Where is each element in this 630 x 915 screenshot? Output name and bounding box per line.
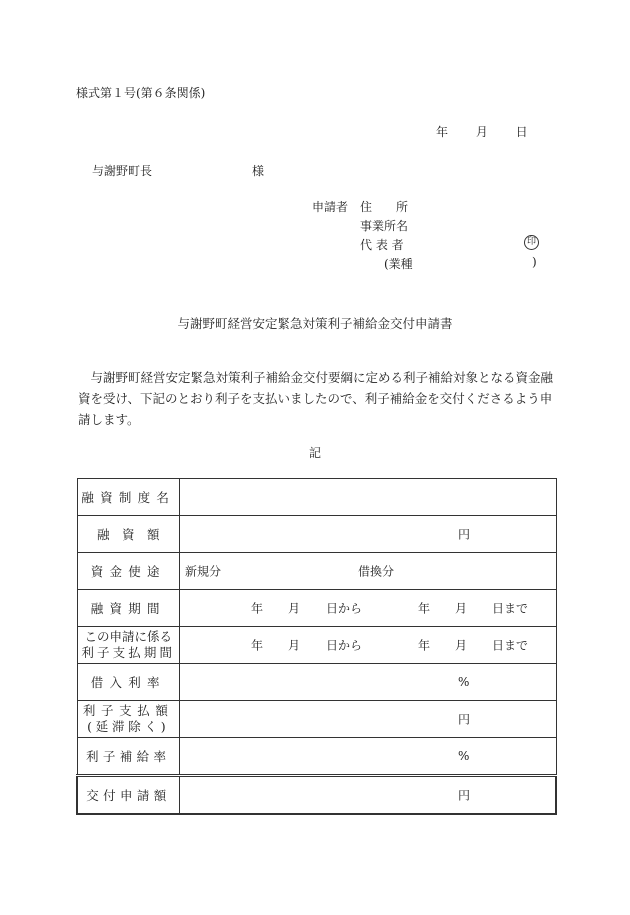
applicant-block: [312, 198, 552, 274]
industry-close: ): [532, 255, 537, 269]
seal-mark: 印: [524, 235, 539, 250]
application-table: [76, 478, 557, 815]
applicant-role: 申請者: [312, 200, 349, 214]
from-year: 年: [251, 638, 264, 653]
to-year: 年: [418, 638, 431, 653]
row-label: [77, 701, 180, 738]
subsidy-rate-field[interactable]: [180, 738, 557, 776]
loan-period-field[interactable]: [180, 590, 557, 627]
industry-label: (業種: [384, 257, 413, 271]
row-label: 交付申請額: [77, 776, 180, 815]
interest-paid-field[interactable]: [180, 701, 557, 738]
table-row: [77, 776, 556, 815]
row-label: 融資制度名: [77, 479, 180, 516]
borrowing-rate-field[interactable]: [180, 664, 557, 701]
to-month: 月: [455, 638, 468, 653]
table-row: [77, 479, 556, 516]
row-label: 融 資 額: [77, 516, 180, 553]
table-row: [77, 516, 556, 553]
document-title: 与謝野町経営安定緊急対策利子補給金交付申請書: [177, 316, 453, 331]
row-label: 利子補給率: [77, 738, 180, 776]
unit-percent: %: [458, 675, 470, 689]
from-day: 日から: [326, 638, 363, 653]
new-portion-label: 新規分: [185, 564, 222, 579]
body-paragraph: 与謝野町経営安定緊急対策利子補給金交付要綱に定める利子補給対象となる資金融資を受け、下記のとおり利子を支払いましたので、利子補給金を交付くださるよう申請します。: [78, 370, 554, 427]
addressee-honorific: 様: [252, 164, 265, 178]
from-day: 日から: [326, 601, 363, 616]
unit-yen: 円: [458, 527, 471, 542]
row-label-line2: (延滞除く): [87, 719, 170, 734]
grant-request-amount-field[interactable]: [180, 776, 557, 815]
to-day: 日まで: [492, 601, 529, 616]
date-day: 日: [515, 125, 528, 139]
form-number: 様式第１号(第６条関係): [76, 86, 206, 100]
refinance-portion-label: 借換分: [358, 564, 395, 579]
table-row: [77, 590, 556, 627]
row-label-line2: 利子支払期間: [81, 645, 176, 660]
row-label: 融資期間: [77, 590, 180, 627]
date-month: 月: [475, 125, 488, 139]
table-row: [77, 627, 556, 664]
loan-amount-field[interactable]: [180, 516, 557, 553]
to-month: 月: [455, 601, 468, 616]
table-row: [77, 553, 556, 590]
body-text: [78, 367, 556, 430]
unit-percent: %: [458, 749, 470, 763]
addressee-name: 与謝野町長: [92, 164, 153, 178]
to-year: 年: [418, 601, 431, 616]
ki-heading: 記: [308, 446, 321, 460]
table-row: [77, 664, 556, 701]
from-month: 月: [288, 601, 301, 616]
fund-use-field[interactable]: [180, 553, 557, 590]
addressee: [92, 162, 265, 179]
row-label: [77, 627, 180, 664]
row-label: 資金使途: [77, 553, 180, 590]
date-year: 年: [436, 125, 449, 139]
table-row: [77, 738, 556, 776]
from-month: 月: [288, 638, 301, 653]
row-label: 借入利率: [77, 664, 180, 701]
from-year: 年: [251, 601, 264, 616]
row-label-line1: 利子支払額: [82, 703, 174, 718]
to-day: 日まで: [492, 638, 529, 653]
loan-program-field[interactable]: [180, 479, 557, 516]
date-line: [436, 123, 528, 140]
unit-yen: 円: [458, 712, 471, 727]
interest-payment-period-field[interactable]: [180, 627, 557, 664]
address-label: 住 所: [360, 200, 409, 214]
unit-yen: 円: [458, 788, 471, 803]
representative-label: 代 表 者: [360, 238, 404, 252]
table-row: [77, 701, 556, 738]
office-label: 事業所名: [360, 219, 409, 233]
row-label-line1: この申請に係る: [84, 629, 172, 644]
